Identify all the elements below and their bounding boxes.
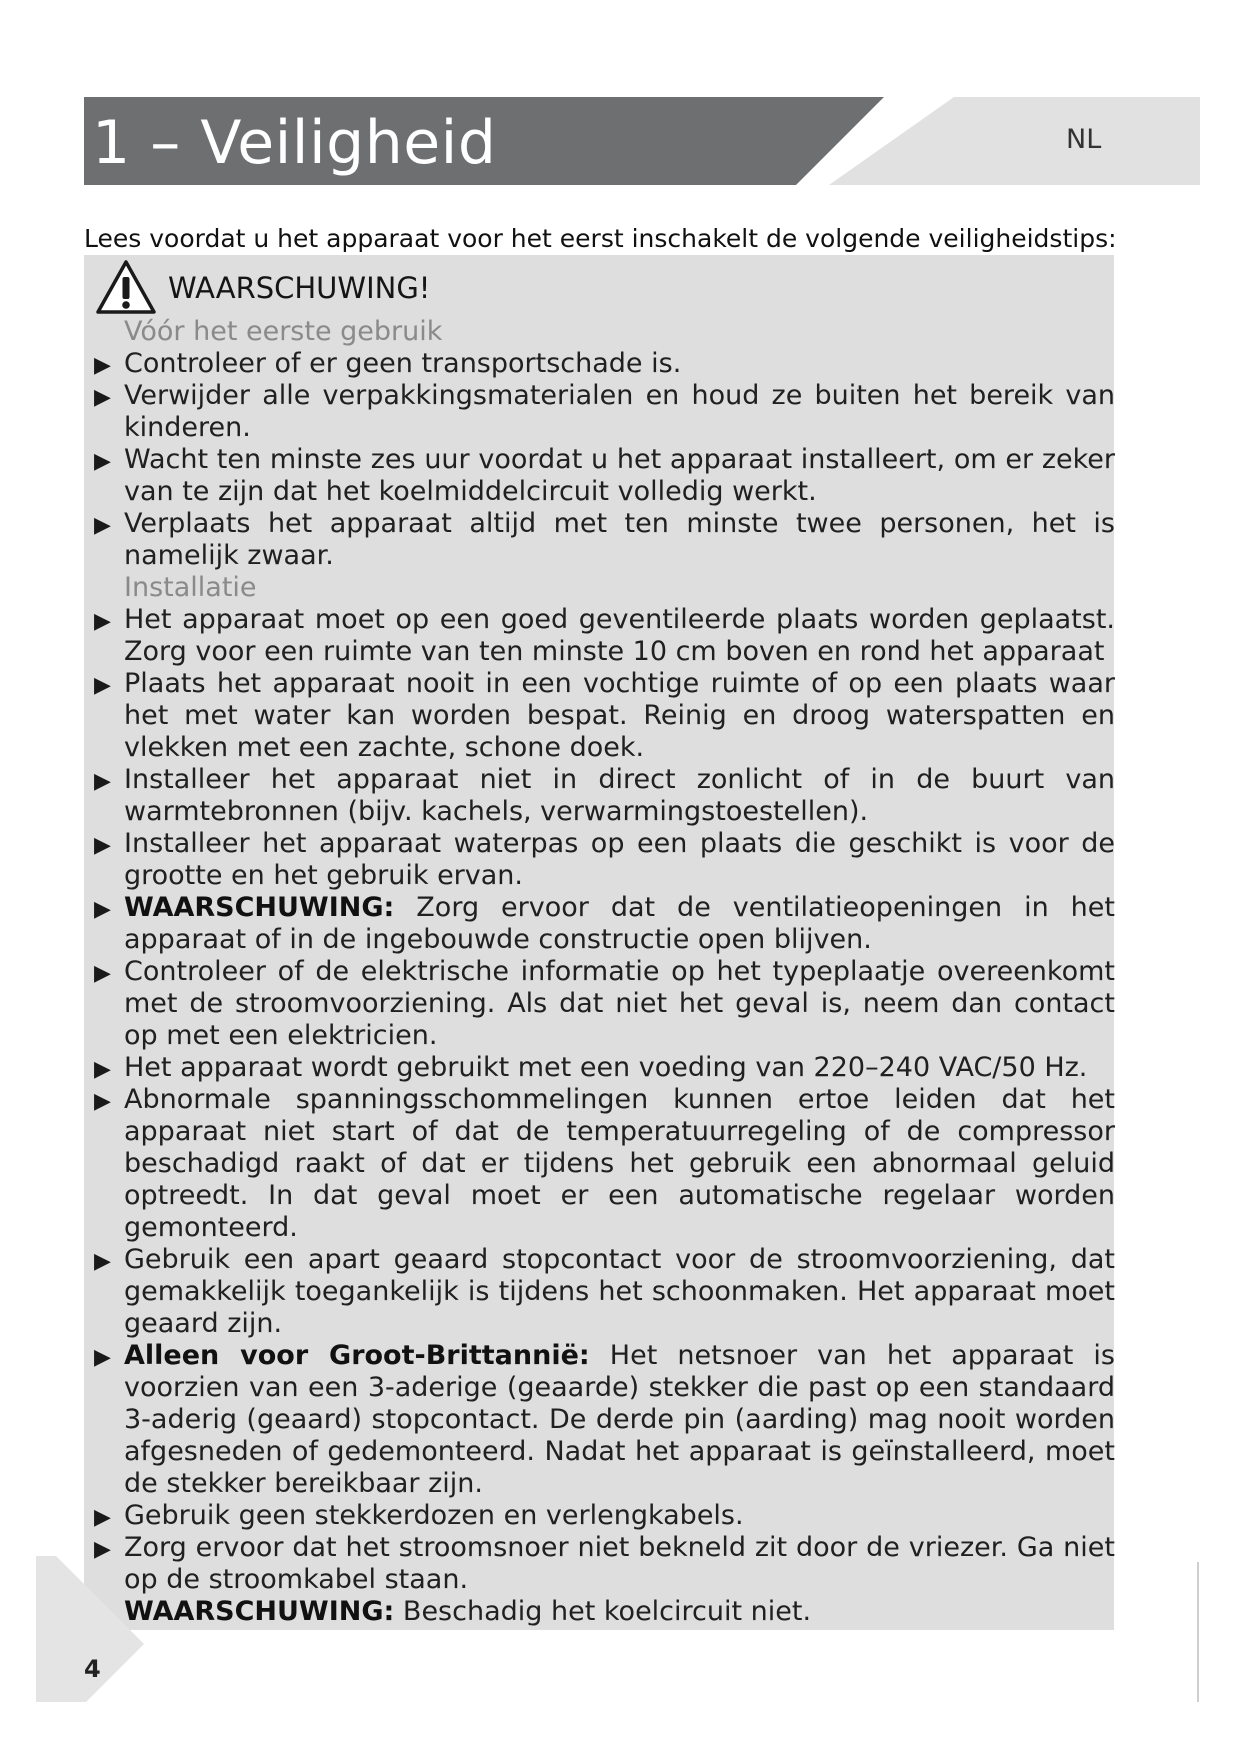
- list-item: [94, 1532, 1115, 1596]
- bullet-arrow-icon: ▶: [94, 609, 111, 634]
- bullet-arrow-icon: ▶: [94, 1089, 111, 1114]
- bullet-arrow-icon: ▶: [94, 1505, 111, 1530]
- list-item: [94, 444, 1115, 508]
- list-item: [94, 892, 1115, 956]
- list-item: [94, 1500, 1115, 1532]
- list-item: [94, 1244, 1115, 1340]
- item-text: Installeer het apparaat niet in direct zonlicht of in de buurt van warmtebronnen (bijv. kachels, verwarmingstoestellen).: [124, 764, 1115, 827]
- item-text: Zorg ervoor dat de ventilatieopeningen in het apparaat of in de ingebouwde constructie open blijven.: [124, 892, 1115, 955]
- warning-triangle-icon: [94, 258, 158, 316]
- list-item: [94, 1340, 1115, 1500]
- item-text: Verwijder alle verpakkingsmaterialen en houd ze buiten het bereik van kinderen.: [124, 380, 1115, 443]
- bullet-arrow-icon: ▶: [94, 1345, 111, 1370]
- item-text: Gebruik een apart geaard stopcontact voor de stroomvoorziening, dat gemakkelijk toegankelijk is tijdens het schoonmaken. Het apparaat moet geaard zijn.: [124, 1244, 1115, 1339]
- list-item: [94, 380, 1115, 444]
- list-item: [94, 1084, 1115, 1244]
- item-text: Het netsnoer van het apparaat is voorzien van een 3-aderige (geaarde) stekker die past op een standaard 3-aderig (geaard) stopcontact. De derde pin (aarding) mag nooit worden afgesneden of gedemonteerd. Nadat het apparaat is geïnstalleerd, moet de stekker bereikbaar zijn.: [124, 1340, 1116, 1499]
- bullet-arrow-icon: ▶: [94, 673, 111, 698]
- bullet-arrow-icon: ▶: [94, 1057, 111, 1082]
- bullet-arrow-icon: ▶: [94, 1537, 111, 1562]
- list-item: [94, 828, 1115, 892]
- warning-label: WAARSCHUWING!: [168, 271, 431, 305]
- list-item: [94, 1052, 1115, 1084]
- bullet-arrow-icon: ▶: [94, 897, 111, 922]
- item-text: Gebruik geen stekkerdozen en verlengkabels.: [124, 1500, 744, 1531]
- list-item: [94, 956, 1115, 1052]
- section-heading: Installatie: [124, 572, 257, 603]
- page-title: 1 – Veiligheid: [92, 108, 497, 178]
- safety-content: [94, 316, 1115, 1628]
- list-item: [94, 348, 1115, 380]
- item-text: Verplaats het apparaat altijd met ten minste twee personen, het is namelijk zwaar.: [124, 508, 1115, 571]
- item-lead: Alleen voor Groot-Brittannië:: [124, 1340, 590, 1371]
- item-text: Abnormale spanningsschommelingen kunnen ertoe leiden dat het apparaat niet start of dat de temperatuurregeling of de compressor beschadigd raakt of dat er tijdens het gebruik een abnormaal geluid optreedt. In dat geval moet er een automatische regelaar worden gemonteerd.: [124, 1084, 1115, 1243]
- list-item: [94, 604, 1115, 668]
- item-text: Zorg ervoor dat het stroomsnoer niet bekneld zit door de vriezer. Ga niet op de stroomkabel staan.: [124, 1532, 1115, 1595]
- bullet-arrow-icon: ▶: [94, 353, 111, 378]
- item-lead: WAARSCHUWING:: [124, 892, 395, 923]
- intro-text: Lees voordat u het apparaat voor het eerst inschakelt de volgende veiligheidstips:: [84, 224, 1117, 253]
- bullet-arrow-icon: ▶: [94, 385, 111, 410]
- bullet-arrow-icon: ▶: [94, 769, 111, 794]
- item-text: Controleer of er geen transportschade is.: [124, 348, 682, 379]
- list-item: [94, 764, 1115, 828]
- item-lead: WAARSCHUWING:: [124, 1596, 395, 1627]
- bullet-arrow-icon: ▶: [94, 833, 111, 858]
- item-text: Het apparaat wordt gebruikt met een voeding van 220–240 VAC/50 Hz.: [124, 1052, 1088, 1083]
- right-margin-rule: [1197, 1562, 1199, 1702]
- page-number: 4: [84, 1655, 101, 1683]
- item-text: Wacht ten minste zes uur voordat u het apparaat installeert, om er zeker van te zijn dat het koelmiddelcircuit volledig werkt.: [124, 444, 1115, 507]
- bullet-arrow-icon: ▶: [94, 513, 111, 538]
- list-item: [94, 668, 1115, 764]
- bullet-arrow-icon: ▶: [94, 449, 111, 474]
- item-text: Het apparaat moet op een goed geventileerde plaats worden geplaatst. Zorg voor een ruimte van ten minste 10 cm boven en rond het apparaat: [124, 604, 1115, 667]
- item-text: Installeer het apparaat waterpas op een plaats die geschikt is voor de grootte en het gebruik ervan.: [124, 828, 1115, 891]
- bullet-arrow-icon: ▶: [94, 1249, 111, 1274]
- list-item: [94, 508, 1115, 572]
- item-text: Controleer of de elektrische informatie op het typeplaatje overeenkomt met de stroomvoorziening. Als dat niet het geval is, neem dan contact op met een elektricien.: [124, 956, 1115, 1051]
- item-text: Plaats het apparaat nooit in een vochtige ruimte of op een plaats waar het met water kan worden bespat. Reinig en droog waterspatten en vlekken met een zachte, schone doek.: [124, 668, 1115, 763]
- item-text: Beschadig het koelcircuit niet.: [402, 1596, 812, 1627]
- list-item: [94, 1596, 1115, 1628]
- bullet-arrow-icon: ▶: [94, 961, 111, 986]
- language-code: NL: [1066, 124, 1102, 155]
- section-heading: Vóór het eerste gebruik: [124, 316, 443, 347]
